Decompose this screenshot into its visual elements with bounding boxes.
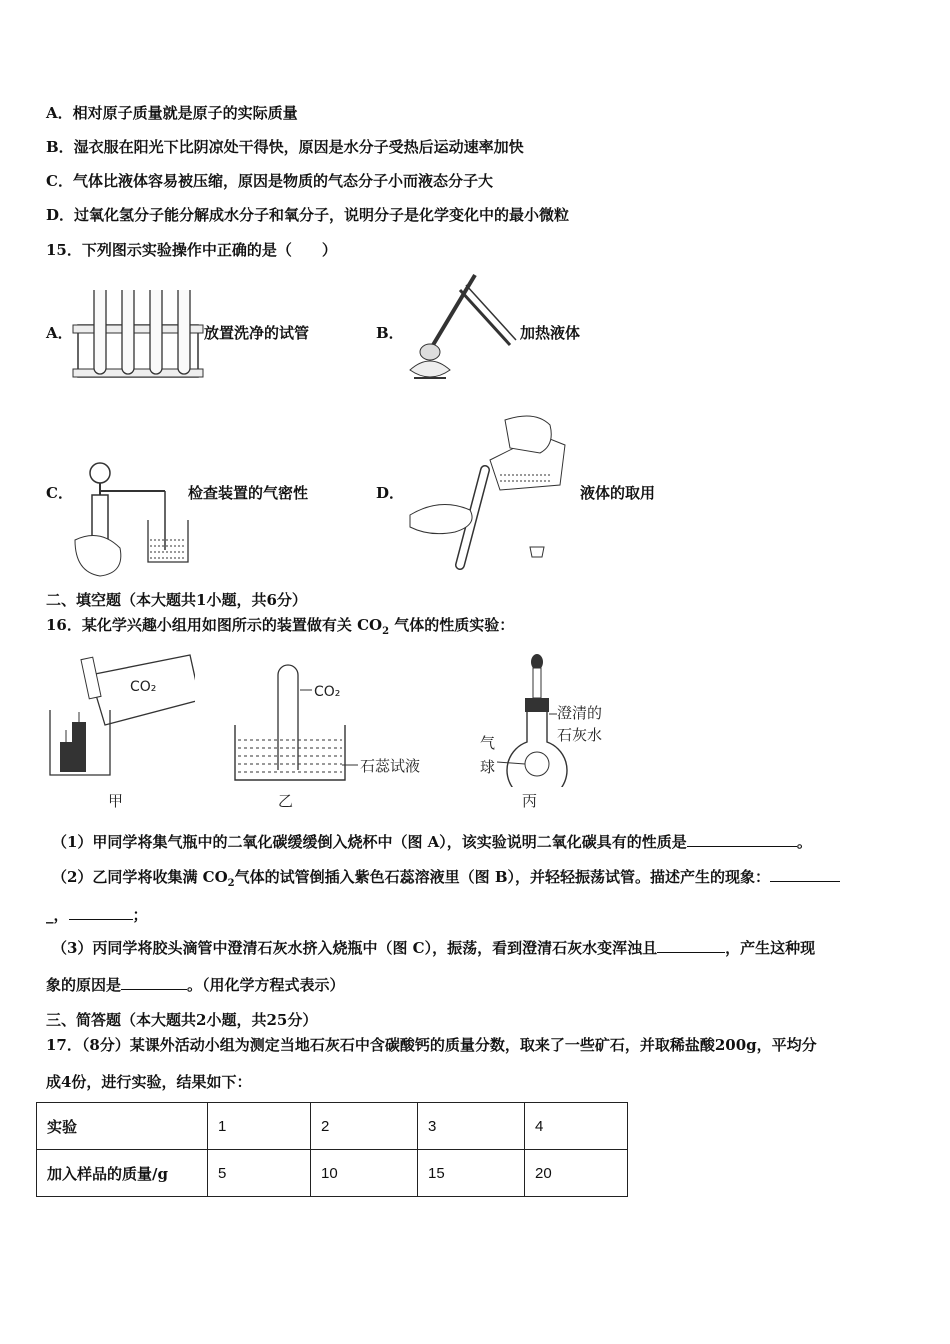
- table-cell: 5: [208, 1150, 311, 1197]
- figure-yi: [230, 660, 440, 785]
- table-cell: 10: [311, 1150, 418, 1197]
- q16-answer-blank-2[interactable]: [770, 867, 840, 882]
- q16-part-3: （3）丙同学将胶头滴管中澄清石灰水挤入烧瓶中（图 C），振荡，看到澄清石灰水变浑浊且 ，产生这种现: [52, 939, 816, 957]
- figure-bing: [475, 652, 625, 787]
- table-row: [37, 1150, 628, 1197]
- heating-liquid-figure: [400, 270, 520, 390]
- q16-part-1: （1）甲同学将集气瓶中的二氧化碳缓缓倒入烧杯中（图 A），该实验说明二氧化碳具有的性质是 。: [52, 833, 812, 851]
- q15-option-d-label: D．: [376, 484, 405, 502]
- q17-line-2: 成4份，进行实验，结果如下：: [46, 1073, 252, 1091]
- section3-heading: 三、简答题（本大题共2小题，共25分）: [46, 1011, 318, 1029]
- figure-bing-reagent-2: 石灰水: [557, 726, 603, 744]
- q15-stem: 15．下列图示实验操作中正确的是（ ）: [46, 241, 337, 259]
- q16-part-2-line-2: _， ；: [46, 906, 148, 924]
- liquid-transfer-figure: [405, 405, 575, 580]
- q16-answer-blank-1[interactable]: [687, 832, 797, 847]
- figure-bing-reagent-1: 澄清的: [557, 704, 603, 722]
- figure-jia: [45, 650, 195, 785]
- q15-option-a-caption: 放置洗净的试管: [204, 324, 310, 342]
- table-cell: 加入样品的质量/g: [37, 1150, 208, 1197]
- q16-answer-blank-3[interactable]: [69, 905, 133, 920]
- q14-option-c: C．气体比液体容易被压缩，原因是物质的气态分子小而液态分子大: [46, 172, 493, 190]
- figure-jia-gas: CO₂: [130, 679, 157, 695]
- q16-stem: 16．某化学兴趣小组用如图所示的装置做有关 $CO_2$ 气体的性质实验：: [46, 616, 515, 637]
- table-cell: 2: [311, 1103, 418, 1150]
- q15-option-b-label: B．: [376, 324, 404, 342]
- results-table: [36, 1102, 628, 1197]
- q15-option-c-label: C．: [46, 484, 73, 502]
- section2-heading: 二、填空题（本大题共1小题，共6分）: [46, 591, 307, 609]
- table-cell: 3: [418, 1103, 525, 1150]
- table-cell: 4: [525, 1103, 628, 1150]
- figure-bing-balloon-1: 气: [480, 734, 496, 752]
- q15-option-a-label: A．: [46, 324, 73, 342]
- table-cell: 20: [525, 1150, 628, 1197]
- figure-bing-balloon-2: 球: [480, 758, 496, 776]
- table-cell: 15: [418, 1150, 525, 1197]
- q15-option-d-caption: 液体的取用: [580, 484, 656, 502]
- airtightness-check-figure: [70, 455, 195, 585]
- figure-jia-label: 甲: [108, 792, 124, 810]
- q14-option-b: B．湿衣服在阳光下比阴凉处干得快，原因是水分子受热后运动速率加快: [46, 138, 524, 156]
- table-row: [37, 1103, 628, 1150]
- q17-line-1: 17．（8分）某课外活动小组为测定当地石灰石中含碳酸钙的质量分数，取来了一些矿石，并取稀盐酸200g，平均分: [46, 1036, 817, 1054]
- test-tube-rack-figure: [70, 285, 210, 385]
- figure-yi-gas: CO₂: [314, 684, 341, 700]
- q15-option-c-caption: 检查装置的气密性: [188, 484, 309, 502]
- table-cell: 实验: [37, 1103, 208, 1150]
- q14-option-d: D．过氧化氢分子能分解成水分子和氧分子，说明分子是化学变化中的最小微粒: [46, 206, 570, 224]
- q16-answer-blank-5[interactable]: [121, 975, 187, 990]
- figure-yi-label: 乙: [278, 792, 294, 810]
- q16-part-2: （2）乙同学将收集满 $CO_2$气体的试管倒插入紫色石蕊溶液里（图 B），并轻轻振荡试管。描述产生的现象：: [52, 867, 840, 894]
- q15-option-b-caption: 加热液体: [520, 324, 581, 342]
- table-cell: 1: [208, 1103, 311, 1150]
- q16-part-3-line-2: 象的原因是 。（用化学方程式表示）: [46, 976, 345, 994]
- figure-bing-label: 丙: [522, 792, 538, 810]
- q16-answer-blank-4[interactable]: [657, 938, 725, 953]
- q14-option-a: A．相对原子质量就是原子的实际质量: [46, 104, 298, 122]
- figure-yi-liquid: 石蕊试液: [360, 757, 421, 775]
